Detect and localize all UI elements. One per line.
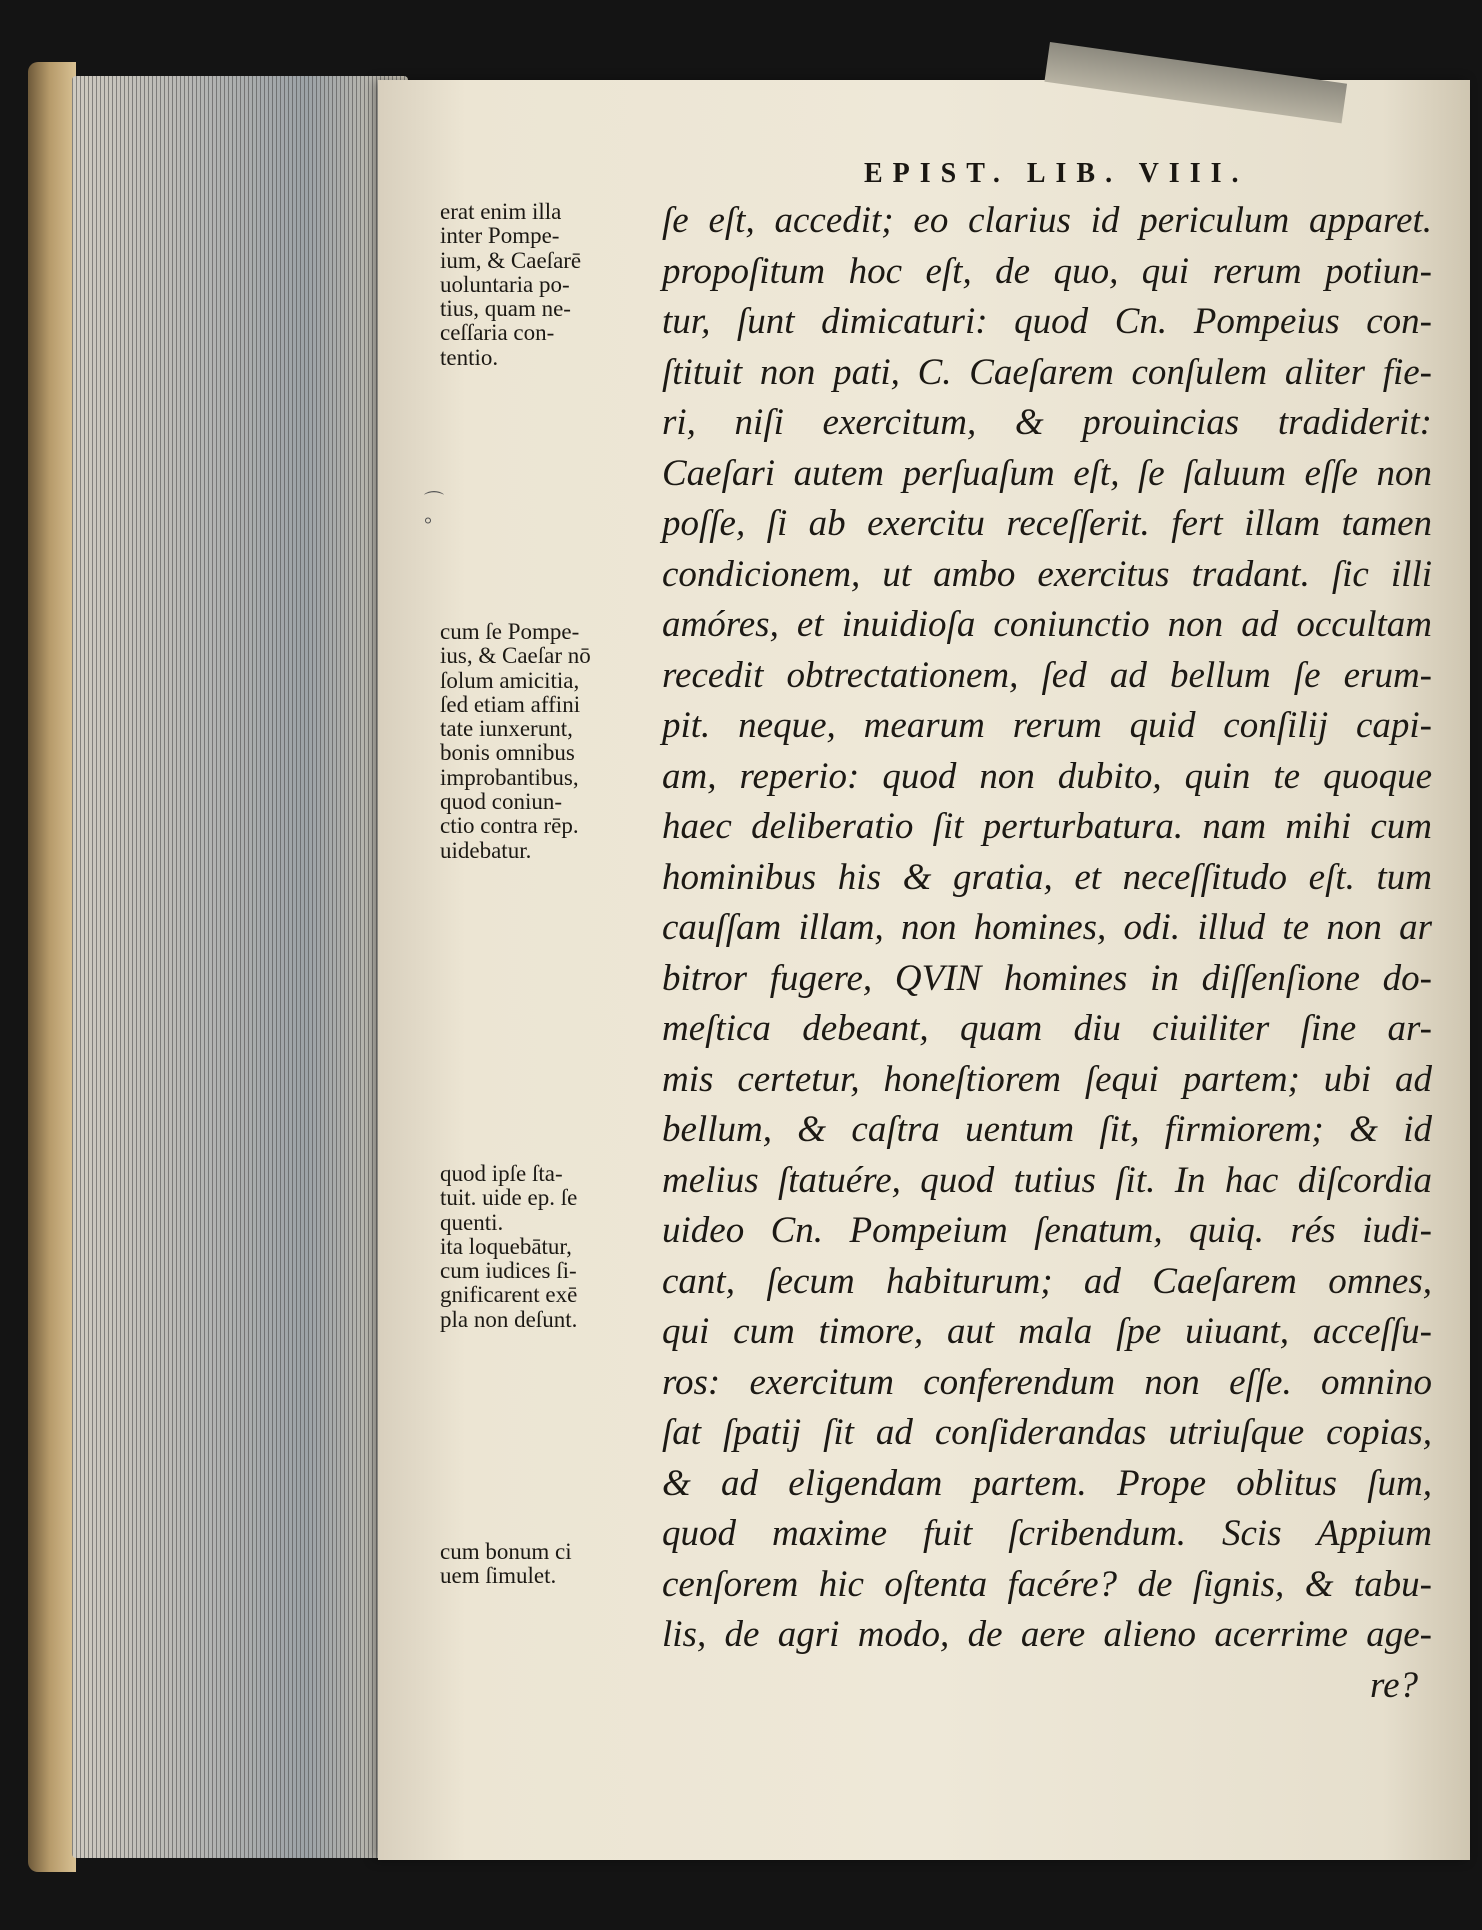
note-line: gnificarent exē <box>440 1282 578 1308</box>
text-line: propoſitum hoc eſt, de quo, qui rerum potiun- <box>662 250 1432 292</box>
note-line: quod ipſe ſta- <box>440 1161 563 1186</box>
text-line: meſtica debeant, quam diu ciuiliter ſine ar- <box>662 1008 1432 1049</box>
text-line: mis certetur, honeſtiorem ſequi partem; ubi ad <box>662 1058 1432 1100</box>
text-line: qui cum timore, aut mala ſpe uiuant, acceſſu- <box>662 1311 1432 1352</box>
note-line: uoluntaria po- <box>440 271 570 297</box>
text-line: & ad eligendam partem. Prope oblitus ſum, <box>662 1462 1432 1504</box>
text-line: bellum, & caſtra uentum ſit, firmiorem; & id <box>662 1109 1432 1150</box>
text-line: tur, ſunt dimicaturi: quod Cn. Pompeius con- <box>662 301 1432 342</box>
text-line: cant, ſecum habiturum; ad Caeſarem omnes, <box>662 1260 1432 1302</box>
note-line: ita loquebātur, <box>440 1233 572 1259</box>
page-fore-edge <box>72 76 408 1858</box>
text-line: condicionem, ut ambo exercitus tradant. ſic illi <box>662 553 1432 595</box>
note-line: tentio. <box>440 344 499 370</box>
text-line: pit. neque, mearum rerum quid conſilij capi- <box>662 705 1432 746</box>
margin-note <box>440 1162 640 1332</box>
text-line: recedit obtrectationem, ſed ad bellum ſe erum- <box>662 654 1432 696</box>
text-line: ri, niſi exercitum, & prouincias tradiderit: <box>662 402 1432 443</box>
note-line: uidebatur. <box>440 837 532 863</box>
text-line: lis, de agri modo, de aere alieno acerrime age- <box>662 1614 1432 1655</box>
note-line: ſed etiam affini <box>440 691 581 717</box>
text-line: Caeſari autem perſuaſum eſt, ſe ſaluum eſſe non <box>662 452 1432 494</box>
margin-note <box>440 1540 640 1589</box>
note-line: improbantibus, <box>440 764 579 790</box>
note-line: cum bonum ci <box>440 1539 572 1564</box>
note-line: ſolum amicitia, <box>440 667 580 693</box>
note-line: pla non deſunt. <box>440 1306 578 1332</box>
ink-mark: ⌒ ° <box>424 491 444 536</box>
text-line: hominibus his & gratia, et neceſſitudo eſt. tum <box>662 856 1432 898</box>
text-line: uideo Cn. Pompeium ſenatum, quiq. rés iudi- <box>662 1210 1432 1251</box>
book-cover-edge <box>28 62 76 1872</box>
text-line: ſtituit non pati, C. Caeſarem conſulem aliter fie- <box>662 351 1432 393</box>
text-line: quod maxime fuit ſcribendum. Scis Appium <box>662 1513 1432 1554</box>
note-line: erat enim illa <box>440 199 562 224</box>
note-line: ium, & Caeſarē <box>440 247 582 273</box>
note-line: cum iudices ſi- <box>440 1258 577 1284</box>
note-line: inter Pompe- <box>440 223 560 249</box>
text-line: melius ſtatuére, quod tutius ſit. In hac diſcordia <box>662 1159 1432 1201</box>
text-line: ſat ſpatij ſit ad conſiderandas utriuſque copias, <box>662 1412 1432 1453</box>
running-header: EPIST. LIB. VIII. <box>864 158 1249 189</box>
text-line: ſe eſt, accedit; eo clarius id periculum apparet. <box>662 200 1432 241</box>
text-line: am, reperio: quod non dubito, quin te quoque <box>662 755 1432 797</box>
note-line: ius, & Caeſar nō <box>440 643 591 669</box>
text-line: ros: exercitum conferendum non eſſe. omnino <box>662 1361 1432 1403</box>
text-line: haec deliberatio ſit perturbatura. nam mihi cum <box>662 806 1432 847</box>
catchword: re? <box>1370 1664 1418 1706</box>
note-line: quod coniun- <box>440 789 563 815</box>
note-line: bonis omnibus <box>440 740 575 766</box>
note-line: tius, quam ne- <box>440 296 571 322</box>
text-line: poſſe, ſi ab exercitu receſſerit. fert illam tamen <box>662 503 1432 544</box>
note-line: ceſſaria con- <box>440 320 555 346</box>
note-line: tuit. uide ep. ſe <box>440 1185 578 1211</box>
text-line: cenſorem hic oſtenta facére? de ſignis, & tabu- <box>662 1563 1432 1605</box>
margin-note <box>440 620 640 863</box>
text-line: cauſſam illam, non homines, odi. illud te non ar <box>662 907 1432 948</box>
note-line: ctio contra rēp. <box>440 813 579 839</box>
margin-note <box>440 200 640 370</box>
note-line: cum ſe Pompe- <box>440 619 580 644</box>
text-line: amóres, et inuidioſa coniunctio non ad occultam <box>662 604 1432 645</box>
note-line: tate iunxerunt, <box>440 716 573 742</box>
text-line: bitror fugere, QVIN homines in diſſenſione do- <box>662 957 1432 999</box>
note-line: uem ſimulet. <box>440 1563 557 1589</box>
main-text-block <box>662 196 1432 1711</box>
note-line: quenti. <box>440 1209 504 1235</box>
